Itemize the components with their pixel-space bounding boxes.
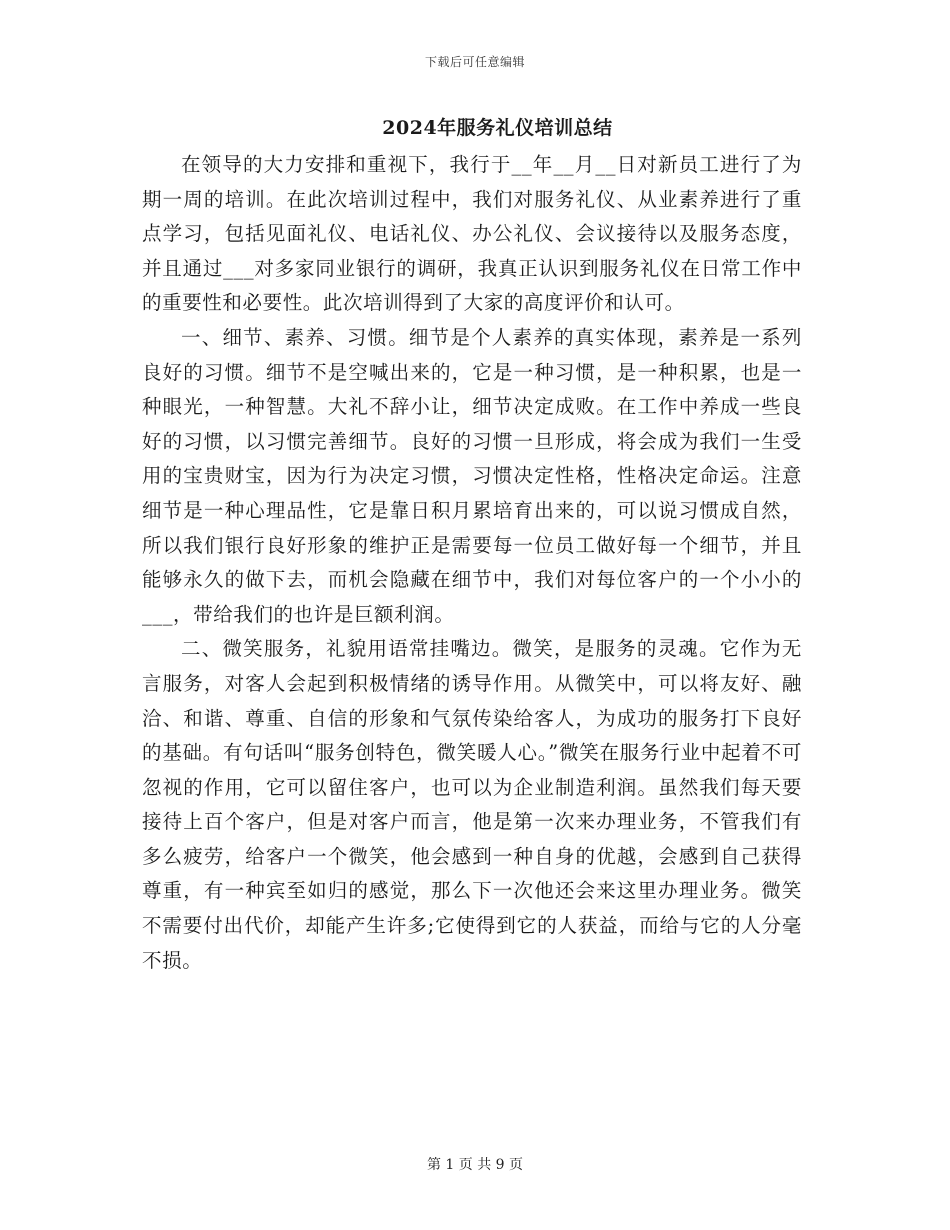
- header-note: 下载后可任意编辑: [424, 55, 525, 69]
- page-number: 第 1 页 共 9 页: [426, 1157, 524, 1173]
- paragraph-section-1: 一、细节、素养、习惯。细节是个人素养的真实体现，素养是一系列良好的习惯。细节不是空喊出来的，它是一种习惯，是一种积累，也是一种眼光，一种智慧。大礼不辞小让，细节决定成败。在工作中养成一些良好的习惯，以习惯完善细节。良好的习惯一旦形成，将会成为我们一生受用的宝贵财宝，因为行为决定习惯，习惯决定性格，性格决定命运。注意细节是一种心理品性，它是靠日积月累培育出来的，可以说习惯成自然，所以我们银行良好形象的维护正是需要每一位员工做好每一个细节，并且能够永久的做下去，而机会隐藏在细节中，我们对每位客户的一个小小的___，带给我们的也许是巨额利润。: [142, 325, 802, 626]
- document-body: [142, 148, 802, 978]
- paragraph-intro: 在领导的大力安排和重视下，我行于__年__月__日对新员工进行了为期一周的培训。在此次培训过程中，我们对服务礼仪、从业素养进行了重点学习，包括见面礼仪、电话礼仪、办公礼仪、会议接待以及服务态度，并且通过___对多家同业银行的调研，我真正认识到服务礼仪在日常工作中的重要性和必要性。此次培训得到了大家的高度评价和认可。: [142, 153, 802, 315]
- paragraph-section-2: 二、微笑服务，礼貌用语常挂嘴边。微笑，是服务的灵魂。它作为无言服务，对客人会起到积极情绪的诱导作用。从微笑中，可以将友好、融洽、和谐、尊重、自信的形象和气氛传染给客人，为成功的服务打下良好的基础。有句话叫“服务创特色，微笑暖人心。”微笑在服务行业中起着不可忽视的作用，它可以留住客户，也可以为企业制造利润。虽然我们每天要接待上百个客户，但是对客户而言，他是第一次来办理业务，不管我们有多么疲劳，给客户一个微笑，他会感到一种自身的优越，会感到自己获得尊重，有一种宾至如归的感觉，那么下一次他还会来这里办理业务。微笑不需要付出代价，却能产生许多;它使得到它的人获益，而给与它的人分毫不损。: [142, 637, 802, 972]
- document-title: 2024年服务礼仪培训总结: [382, 117, 613, 139]
